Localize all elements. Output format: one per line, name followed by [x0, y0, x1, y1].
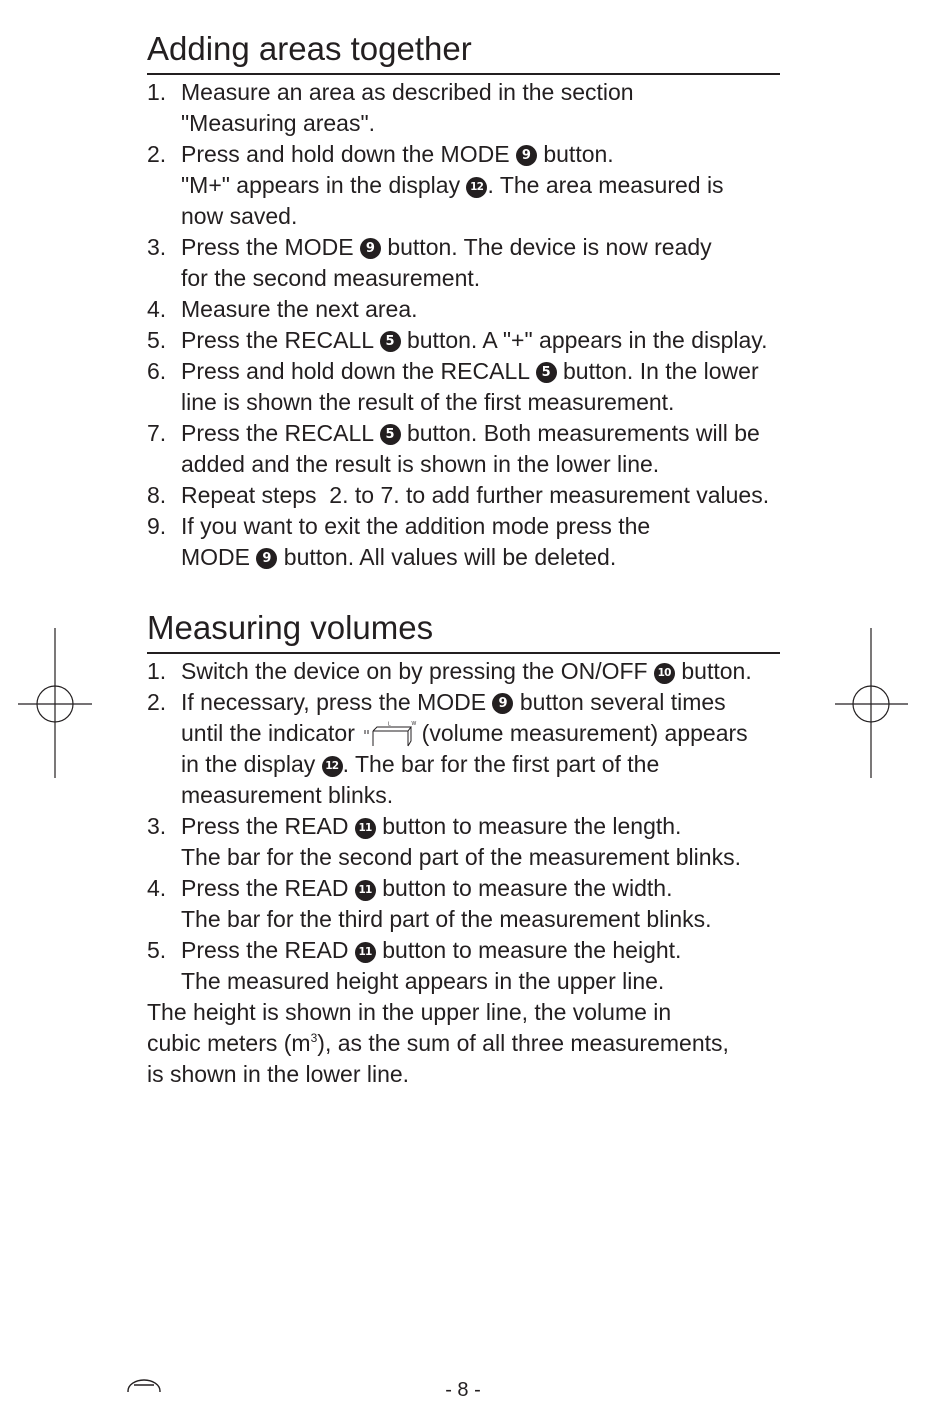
text-run: until the indicator — [181, 719, 362, 746]
text-run: button. All values will be deleted. — [277, 543, 617, 570]
list-item-continuation — [147, 904, 797, 935]
list-item — [147, 935, 797, 966]
callout-number-badge: 10 — [654, 663, 675, 684]
text-run: button to measure the width. — [375, 874, 673, 901]
callout-number-badge: 5 — [380, 331, 401, 352]
list-item-continuation — [147, 108, 797, 139]
list-number: 7. — [147, 419, 167, 446]
text-run: ), as the sum of all three measurements, — [317, 1029, 729, 1056]
text-run: Press the RECALL — [181, 326, 380, 353]
section-heading: Measuring volumes — [147, 609, 434, 646]
callout-number-badge: 9 — [256, 548, 277, 569]
callout-number-badge: 12 — [466, 177, 487, 198]
section-adding-areas-together — [147, 29, 797, 573]
text-run: Press the READ — [181, 936, 355, 963]
crop-mark-icon — [16, 626, 96, 782]
superscript: 3 — [310, 1030, 318, 1045]
text-run: . The bar for the first part of the — [342, 750, 660, 777]
list-number: 8. — [147, 481, 167, 508]
text-run: is shown in the lower line. — [147, 1060, 410, 1087]
list-item-continuation — [147, 718, 797, 749]
list-number: 4. — [147, 295, 167, 322]
text-run: button. In the lower — [556, 357, 759, 384]
heading-rule — [147, 73, 780, 75]
text-run: measurement blinks. — [181, 781, 394, 808]
list-item-continuation — [147, 842, 797, 873]
callout-number-badge: 11 — [355, 942, 376, 963]
list-item-continuation — [147, 542, 797, 573]
text-run: The bar for the third part of the measurement blinks. — [181, 905, 712, 932]
text-run: button. — [536, 140, 614, 167]
text-run: button several times — [513, 688, 726, 715]
text-run: Press the READ — [181, 812, 355, 839]
text-run: button. The device is now ready — [380, 233, 712, 260]
heading-rule — [147, 652, 780, 654]
text-run: Press the MODE — [181, 233, 360, 260]
list-item-continuation — [147, 170, 797, 201]
text-run: Measure an area as described in the section — [181, 78, 634, 105]
text-run: added and the result is shown in the lower line. — [181, 450, 660, 477]
text-run: The bar for the second part of the measurement blinks. — [181, 843, 741, 870]
callout-number-badge: 9 — [360, 238, 381, 259]
list-item-continuation — [147, 263, 797, 294]
text-run: "Measuring areas". — [181, 109, 376, 136]
text-run: button. A "+" appears in the display. — [400, 326, 768, 353]
list-number: 4. — [147, 874, 167, 901]
text-run: in the display — [181, 750, 322, 777]
language-badge-icon — [124, 1374, 164, 1392]
list-item — [147, 232, 797, 263]
callout-number-badge: 5 — [536, 362, 557, 383]
list-item — [147, 418, 797, 449]
text-run: Repeat steps 2. to 7. to add further measurement values. — [181, 481, 770, 508]
text-run: button. Both measurements will be — [400, 419, 760, 446]
list-number: 2. — [147, 688, 167, 715]
list-item-continuation — [147, 749, 797, 780]
text-run: MODE — [181, 543, 257, 570]
callout-number-badge: 9 — [516, 145, 537, 166]
list-number: 3. — [147, 233, 167, 260]
section-measuring-volumes — [147, 608, 797, 1090]
text-run: If necessary, press the MODE — [181, 688, 493, 715]
volume-icon-width-label: W — [411, 720, 417, 727]
text-run: Press the READ — [181, 874, 355, 901]
volume-icon-length-label: L — [388, 721, 392, 727]
text-run: for the second measurement. — [181, 264, 481, 291]
text-run: button. — [674, 657, 752, 684]
text-run: The height is shown in the upper line, the volume in — [147, 998, 672, 1025]
callout-number-badge: 5 — [380, 424, 401, 445]
list-item — [147, 873, 797, 904]
list-item — [147, 139, 797, 170]
paragraph-line — [147, 1028, 797, 1059]
text-run: "M+" appears in the display — [181, 171, 467, 198]
text-run: If you want to exit the addition mode press the — [181, 512, 651, 539]
list-item — [147, 687, 797, 718]
paragraph-line — [147, 1059, 797, 1090]
list-item — [147, 480, 797, 511]
list-item — [147, 511, 797, 542]
callout-number-badge: 12 — [322, 756, 343, 777]
list-item — [147, 356, 797, 387]
list-item-continuation — [147, 449, 797, 480]
list-item — [147, 325, 797, 356]
list-item — [147, 811, 797, 842]
list-item-continuation — [147, 966, 797, 997]
text-run: Switch the device on by pressing the ON/OFF — [181, 657, 654, 684]
text-run: Measure the next area. — [181, 295, 418, 322]
closing-paragraph — [147, 997, 797, 1090]
text-run: cubic meters (m — [147, 1029, 311, 1056]
text-run: button to measure the length. — [375, 812, 682, 839]
callout-number-badge: 9 — [492, 693, 513, 714]
list-number: 2. — [147, 140, 167, 167]
list-item — [147, 294, 797, 325]
section-heading: Adding areas together — [147, 30, 472, 67]
text-run: button to measure the height. — [375, 936, 682, 963]
text-run: The measured height appears in the upper line. — [181, 967, 665, 994]
callout-number-badge: 11 — [355, 818, 376, 839]
list-item-continuation — [147, 201, 797, 232]
text-run: (volume measurement) appears — [415, 719, 748, 746]
list-item-continuation — [147, 387, 797, 418]
list-item — [147, 656, 797, 687]
paragraph-line — [147, 997, 797, 1028]
volume-measurement-icon — [361, 721, 415, 747]
list-number: 1. — [147, 657, 167, 684]
page-number: - 8 - — [445, 1379, 481, 1401]
crop-mark-icon — [833, 626, 913, 782]
text-run: . The area measured is — [487, 171, 724, 198]
list-number: 5. — [147, 936, 167, 963]
list-number: 9. — [147, 512, 167, 539]
list-number: 6. — [147, 357, 167, 384]
text-run: Press and hold down the RECALL — [181, 357, 536, 384]
list-number: 1. — [147, 78, 167, 105]
steps-list — [147, 656, 797, 997]
list-item-continuation — [147, 780, 797, 811]
text-run: now saved. — [181, 202, 298, 229]
text-run: line is shown the result of the first measurement. — [181, 388, 675, 415]
steps-list — [147, 77, 797, 573]
callout-number-badge: 11 — [355, 880, 376, 901]
text-run: Press and hold down the MODE — [181, 140, 516, 167]
list-number: 5. — [147, 326, 167, 353]
text-run: Press the RECALL — [181, 419, 380, 446]
list-item — [147, 77, 797, 108]
list-number: 3. — [147, 812, 167, 839]
